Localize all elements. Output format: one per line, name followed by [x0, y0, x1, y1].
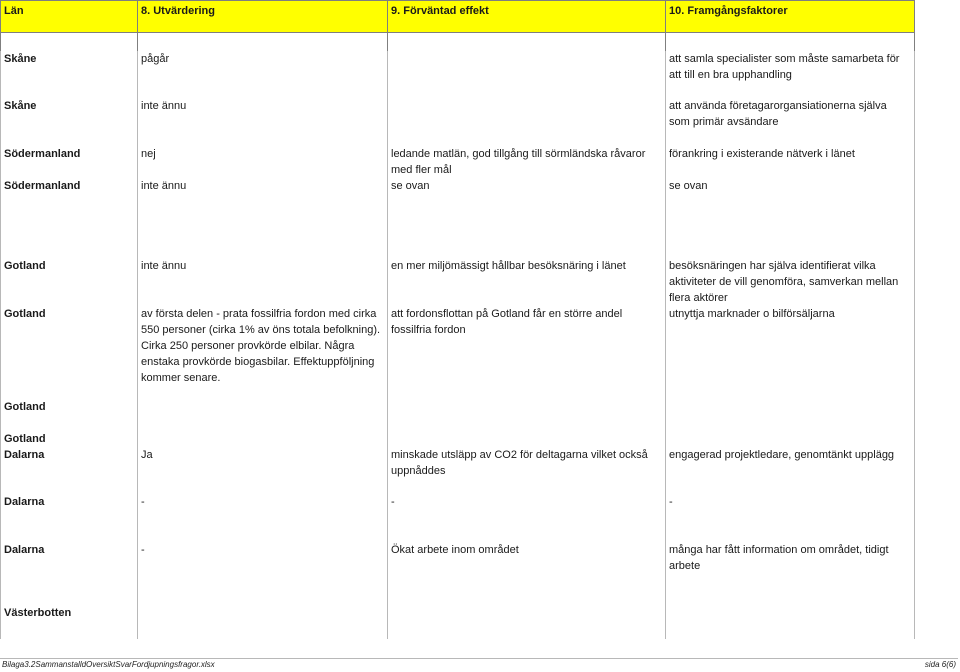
cell-effekt: en mer miljömässigt hållbar besöksnäring i länet: [388, 258, 666, 306]
cell-utvardering: Ja: [138, 447, 388, 494]
cell-utvardering: nej: [138, 146, 388, 178]
bottom-rule: [0, 658, 958, 659]
spacer-row: [1, 33, 915, 52]
table-row: [1, 399, 915, 431]
cell-lan: Gotland: [1, 258, 138, 306]
cell-framgang: se ovan: [666, 178, 915, 258]
cell-lan: Gotland: [1, 399, 138, 431]
cell-lan: Västerbotten: [1, 605, 138, 639]
header-framgangsfaktorer: 10. Framgångsfaktorer: [666, 1, 915, 33]
cell-lan: Skåne: [1, 98, 138, 146]
cell-lan: Södermanland: [1, 146, 138, 178]
cell-utvardering: inte ännu: [138, 258, 388, 306]
header-lan: Län: [1, 1, 138, 33]
cell-effekt: [388, 399, 666, 431]
cell-framgang: många har fått information om området, tidigt arbete: [666, 542, 915, 605]
cell-effekt: [388, 431, 666, 447]
cell-lan: Dalarna: [1, 447, 138, 494]
cell-effekt: [388, 605, 666, 639]
footer-filename: Bilaga3.2SammanstalldOversiktSvarFordjupningsfragor.xlsx: [2, 660, 215, 669]
table-row: [1, 51, 915, 98]
table-row: [1, 447, 915, 494]
cell-lan: Gotland: [1, 431, 138, 447]
cell-lan: Dalarna: [1, 494, 138, 542]
cell-effekt: ledande matlän, god tillgång till sörmländska råvaror med fler mål: [388, 146, 666, 178]
cell-lan: Södermanland: [1, 178, 138, 258]
table-row: [1, 431, 915, 447]
table-row: [1, 98, 915, 146]
header-utvardering: 8. Utvärdering: [138, 1, 388, 33]
cell-utvardering: inte ännu: [138, 178, 388, 258]
header-row: [1, 1, 915, 33]
cell-effekt: -: [388, 494, 666, 542]
cell-framgang: [666, 431, 915, 447]
cell-utvardering: [138, 431, 388, 447]
header-forvantad-effekt: 9. Förväntad effekt: [388, 1, 666, 33]
cell-lan: Skåne: [1, 51, 138, 98]
cell-utvardering: inte ännu: [138, 98, 388, 146]
cell-lan: Gotland: [1, 306, 138, 399]
cell-utvardering: [138, 399, 388, 431]
cell-effekt: [388, 51, 666, 98]
cell-framgang: utnyttja marknader o bilförsäljarna: [666, 306, 915, 399]
cell-effekt: se ovan: [388, 178, 666, 258]
cell-lan: Dalarna: [1, 542, 138, 605]
table-row: [1, 542, 915, 605]
cell-utvardering: -: [138, 542, 388, 605]
table-row: [1, 605, 915, 639]
cell-framgang: engagerad projektledare, genomtänkt upplägg: [666, 447, 915, 494]
cell-framgang: besöksnäringen har själva identifierat vilka aktiviteter de vill genomföra, samverkan mellan flera aktörer: [666, 258, 915, 306]
cell-effekt: minskade utsläpp av CO2 för deltagarna vilket också uppnåddes: [388, 447, 666, 494]
cell-effekt: att fordonsflottan på Gotland får en större andel fossilfria fordon: [388, 306, 666, 399]
cell-utvardering: [138, 605, 388, 639]
table-row: [1, 178, 915, 258]
cell-effekt: Ökat arbete inom området: [388, 542, 666, 605]
footer-page-number: sida 6(6): [924, 660, 956, 669]
cell-effekt: [388, 98, 666, 146]
cell-framgang: förankring i existerande nätverk i länet: [666, 146, 915, 178]
cell-framgang: att använda företagarorgansiationerna själva som primär avsändare: [666, 98, 915, 146]
table-row: [1, 306, 915, 399]
table-row: [1, 146, 915, 178]
cell-utvardering: -: [138, 494, 388, 542]
cell-utvardering: pågår: [138, 51, 388, 98]
cell-framgang: -: [666, 494, 915, 542]
table-row: [1, 258, 915, 306]
cell-framgang: [666, 605, 915, 639]
cell-utvardering: av första delen - prata fossilfria fordon med cirka 550 personer (cirka 1% av öns totala befolkning). Cirka 250 personer provkörde elbilar. Några enstaka provkörde biogasbilar. Effektuppföljning kommer senare.: [138, 306, 388, 399]
table-row: [1, 494, 915, 542]
cell-framgang: att samla specialister som måste samarbeta för att till en bra upphandling: [666, 51, 915, 98]
cell-framgang: [666, 399, 915, 431]
